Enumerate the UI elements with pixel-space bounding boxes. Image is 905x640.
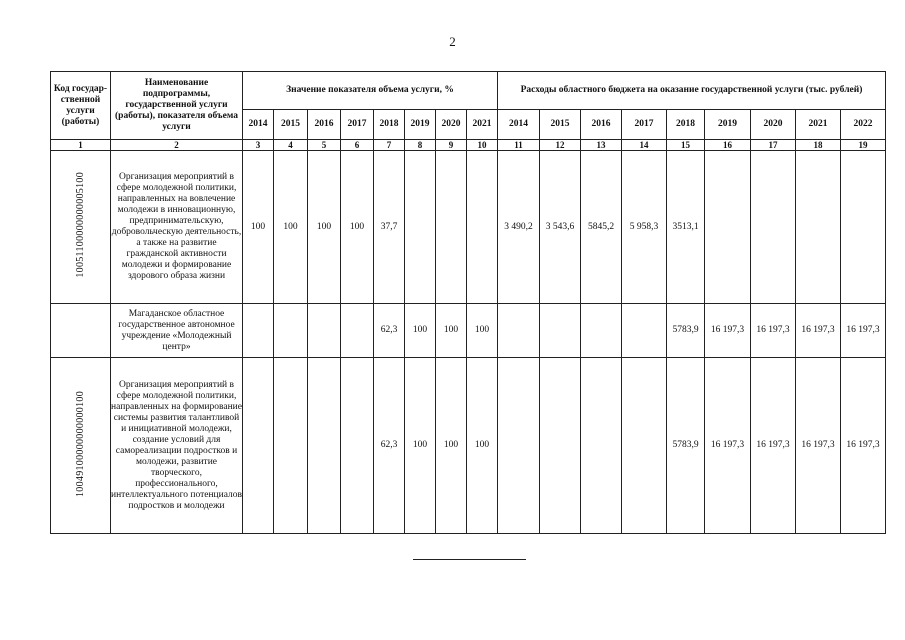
header-expense-group: Расходы областного бюджета на оказание государственной услуги (тыс. рублей) xyxy=(498,72,886,110)
expense-value xyxy=(581,304,622,358)
column-number: 1 xyxy=(51,140,111,151)
volume-value: 100 xyxy=(436,304,467,358)
header-name: Наименование подпрограммы, государственной услуги (работы), показателя объема услуги xyxy=(111,72,243,140)
services-table xyxy=(50,71,886,534)
service-code: 10051100000000005100 xyxy=(75,172,86,278)
column-number-row xyxy=(51,140,886,151)
expense-value: 16 197,3 xyxy=(841,358,886,534)
volume-year-header: 2019 xyxy=(405,110,436,140)
column-number: 9 xyxy=(436,140,467,151)
header-code: Код государ-ственной услуги (работы) xyxy=(51,72,111,140)
column-number: 14 xyxy=(622,140,667,151)
volume-value xyxy=(405,151,436,304)
expense-value xyxy=(540,304,581,358)
expense-value xyxy=(581,358,622,534)
expense-value xyxy=(622,358,667,534)
service-name: Организация мероприятий в сфере молодежной политики, направленных на формирование системы развития талантливой и инициативной молодежи, создание условий для самореализации подростков и молодежи, развитие творческого, профессионального, интеллектуального потенциалов подростков и молодежи xyxy=(111,358,243,534)
header-volume-group: Значение показателя объема услуги, % xyxy=(243,72,498,110)
column-number: 4 xyxy=(274,140,308,151)
service-code: 10049100000000000100 xyxy=(75,390,86,497)
volume-value xyxy=(274,358,308,534)
volume-value: 62,3 xyxy=(374,358,405,534)
expense-value: 5845,2 xyxy=(581,151,622,304)
expense-value xyxy=(751,151,796,304)
expense-value xyxy=(841,151,886,304)
expense-value: 16 197,3 xyxy=(751,304,796,358)
column-number: 11 xyxy=(498,140,540,151)
expense-value: 16 197,3 xyxy=(796,358,841,534)
expense-year-header: 2021 xyxy=(796,110,841,140)
column-number: 18 xyxy=(796,140,841,151)
expense-value: 16 197,3 xyxy=(705,358,751,534)
volume-year-header: 2021 xyxy=(467,110,498,140)
column-number: 3 xyxy=(243,140,274,151)
volume-year-header: 2015 xyxy=(274,110,308,140)
expense-year-header: 2015 xyxy=(540,110,581,140)
volume-year-header: 2020 xyxy=(436,110,467,140)
volume-value xyxy=(467,151,498,304)
service-name: Организация мероприятий в сфере молодежной политики, направленных на вовлечение молодежи в инновационную, предпринимательскую, добровольческую деятельность, а также на развитие гражданской активности молодежи и формирование здорового образа жизни xyxy=(111,151,243,304)
service-code-cell xyxy=(51,358,111,534)
volume-value: 100 xyxy=(243,151,274,304)
separator-line xyxy=(413,559,526,560)
service-code-cell xyxy=(51,151,111,304)
volume-year-header: 2017 xyxy=(341,110,374,140)
expense-value xyxy=(622,304,667,358)
expense-year-header: 2020 xyxy=(751,110,796,140)
expense-value xyxy=(705,151,751,304)
column-number: 8 xyxy=(405,140,436,151)
volume-value: 100 xyxy=(436,358,467,534)
column-number: 16 xyxy=(705,140,751,151)
column-number: 5 xyxy=(308,140,341,151)
volume-value xyxy=(243,358,274,534)
column-number: 6 xyxy=(341,140,374,151)
expense-year-header: 2017 xyxy=(622,110,667,140)
expense-value: 5783,9 xyxy=(667,358,705,534)
table-row xyxy=(51,304,886,358)
expense-value: 16 197,3 xyxy=(705,304,751,358)
table-body xyxy=(51,151,886,534)
column-number: 7 xyxy=(374,140,405,151)
expense-value xyxy=(796,151,841,304)
expense-year-header: 2018 xyxy=(667,110,705,140)
volume-value: 100 xyxy=(341,151,374,304)
column-number: 19 xyxy=(841,140,886,151)
volume-value: 100 xyxy=(405,304,436,358)
volume-value xyxy=(341,358,374,534)
service-code-cell xyxy=(51,304,111,358)
service-name: Магаданское областное государственное автономное учреждение «Молодежный центр» xyxy=(111,304,243,358)
table-row xyxy=(51,151,886,304)
volume-value: 100 xyxy=(274,151,308,304)
volume-value: 100 xyxy=(405,358,436,534)
column-number: 13 xyxy=(581,140,622,151)
expense-value: 16 197,3 xyxy=(841,304,886,358)
table-row xyxy=(51,358,886,534)
volume-year-header: 2016 xyxy=(308,110,341,140)
volume-value: 100 xyxy=(467,358,498,534)
expense-value xyxy=(540,358,581,534)
volume-value xyxy=(308,304,341,358)
volume-year-header: 2014 xyxy=(243,110,274,140)
expense-value: 3 490,2 xyxy=(498,151,540,304)
column-number: 10 xyxy=(467,140,498,151)
volume-value xyxy=(436,151,467,304)
column-number: 2 xyxy=(111,140,243,151)
expense-year-header: 2014 xyxy=(498,110,540,140)
expense-value: 16 197,3 xyxy=(796,304,841,358)
expense-value: 5 958,3 xyxy=(622,151,667,304)
volume-value: 100 xyxy=(467,304,498,358)
volume-value: 37,7 xyxy=(374,151,405,304)
volume-value: 62,3 xyxy=(374,304,405,358)
column-number: 12 xyxy=(540,140,581,151)
column-number: 17 xyxy=(751,140,796,151)
volume-value xyxy=(308,358,341,534)
expense-value: 16 197,3 xyxy=(751,358,796,534)
volume-value: 100 xyxy=(308,151,341,304)
volume-value xyxy=(341,304,374,358)
expense-value: 3513,1 xyxy=(667,151,705,304)
expense-year-header: 2019 xyxy=(705,110,751,140)
expense-value: 5783,9 xyxy=(667,304,705,358)
page-number: 2 xyxy=(449,34,456,49)
column-number: 15 xyxy=(667,140,705,151)
volume-value xyxy=(243,304,274,358)
expense-value: 3 543,6 xyxy=(540,151,581,304)
expense-year-header: 2022 xyxy=(841,110,886,140)
expense-value xyxy=(498,304,540,358)
expense-value xyxy=(498,358,540,534)
expense-year-header: 2016 xyxy=(581,110,622,140)
volume-year-header: 2018 xyxy=(374,110,405,140)
volume-value xyxy=(274,304,308,358)
